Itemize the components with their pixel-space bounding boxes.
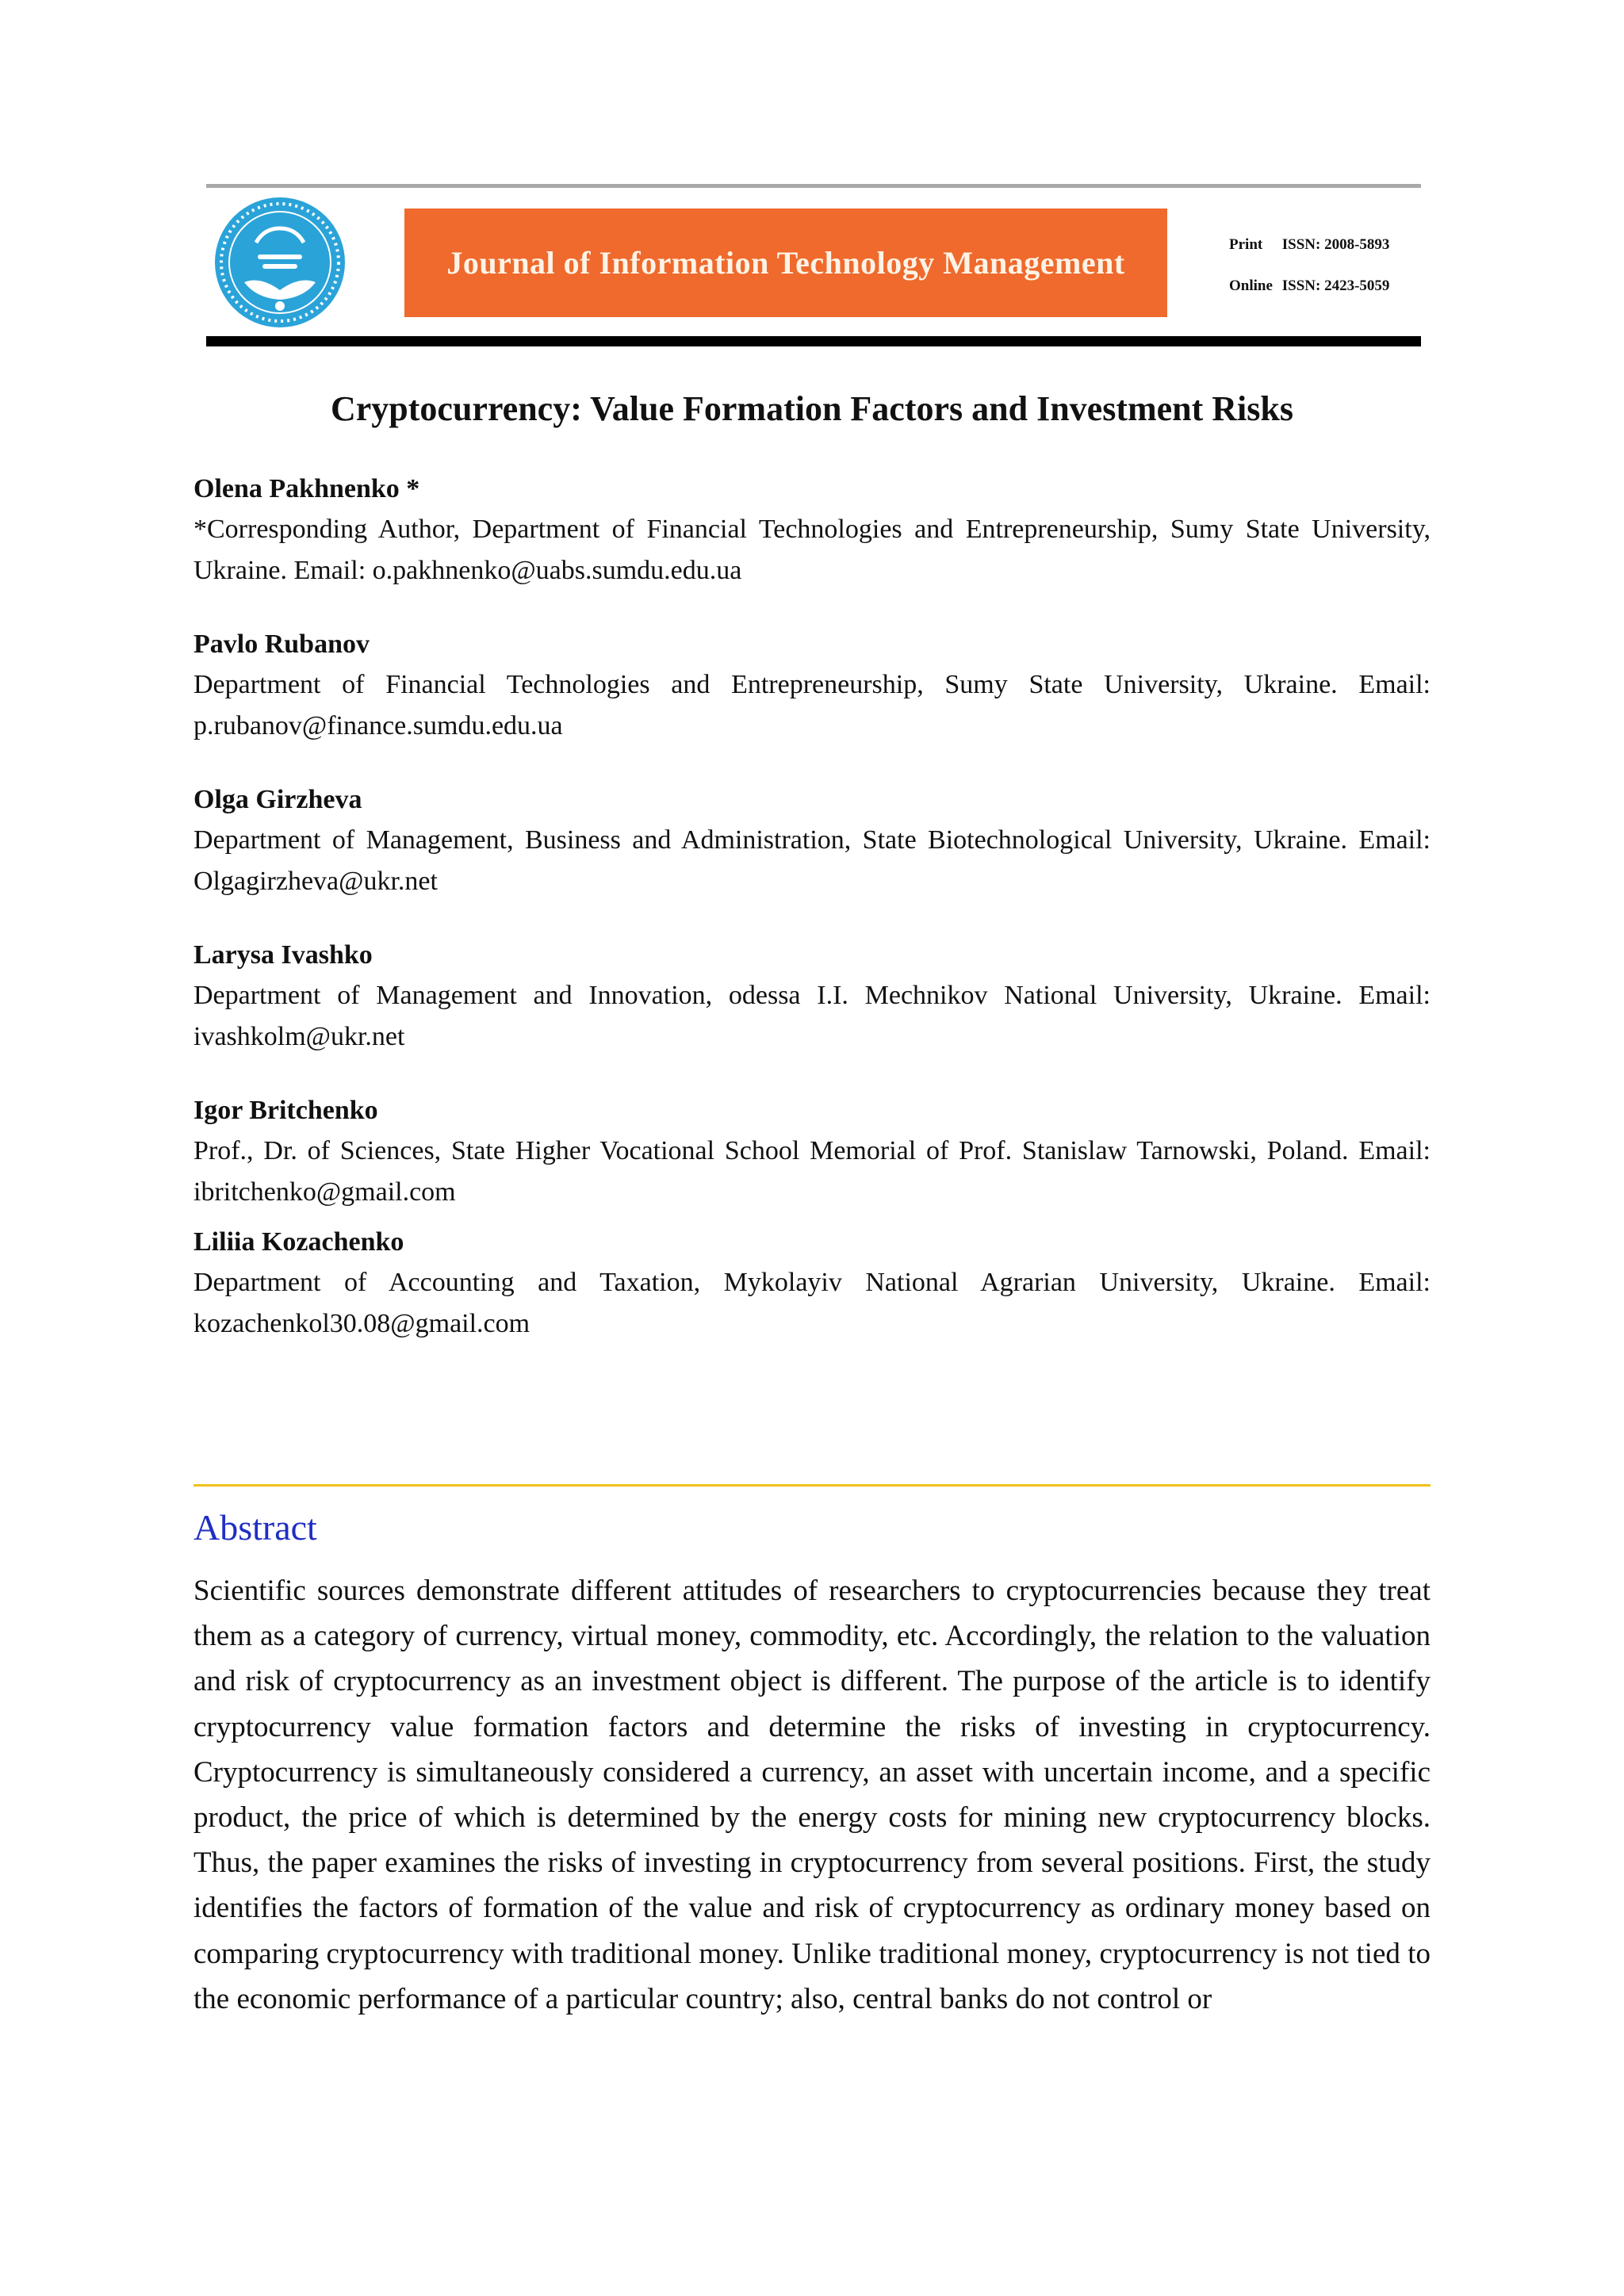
author-name: Olena Pakhnenko * xyxy=(193,474,420,503)
author-entry xyxy=(193,1223,1431,1345)
author-name: Larysa Ivashko xyxy=(193,940,373,970)
author-entry xyxy=(193,625,1431,747)
author-entry xyxy=(193,936,1431,1058)
author-entry xyxy=(193,780,1431,902)
author-affiliation: Department of Accounting and Taxation, Mykolayiv National Agrarian University, Ukraine. Email: kozachenkol30.08@gmail.com xyxy=(193,1268,1431,1338)
author-name: Pavlo Rubanov xyxy=(193,629,370,659)
author-list xyxy=(193,469,1431,1378)
section-divider xyxy=(193,1484,1431,1487)
header-bottom-rule xyxy=(206,336,1421,346)
print-issn xyxy=(1229,224,1389,266)
author-name: Olga Girzheva xyxy=(193,785,362,814)
header-top-rule xyxy=(206,184,1421,188)
author-affiliation: Department of Management and Innovation, odessa I.I. Mechnikov National University, Ukraine. Email: ivashkolm@ukr.net xyxy=(193,981,1431,1051)
print-label: Print xyxy=(1229,236,1263,253)
author-entry xyxy=(193,469,1431,591)
author-affiliation: *Corresponding Author, Department of Financial Technologies and Entrepreneurship, Sumy State University, Ukraine. Email: o.pakhnenko@uabs.sumdu.edu.ua xyxy=(193,515,1431,585)
issn-block xyxy=(1229,224,1389,307)
journal-title: Journal of Information Technology Management xyxy=(446,245,1125,281)
paper-title: Cryptocurrency: Value Formation Factors and Investment Risks xyxy=(330,389,1294,428)
author-entry xyxy=(193,1091,1431,1213)
author-name: Igor Britchenko xyxy=(193,1096,378,1125)
online-issn xyxy=(1229,266,1389,307)
author-affiliation: Department of Financial Technologies and Entrepreneurship, Sumy State University, Ukraine. Email: p.rubanov@finance.sumdu.edu.ua xyxy=(193,670,1431,740)
abstract-heading: Abstract xyxy=(193,1507,317,1548)
author-name: Liliia Kozachenko xyxy=(193,1227,404,1257)
author-affiliation: Prof., Dr. of Sciences, State Higher Vocational School Memorial of Prof. Stanislaw Tarnowski, Poland. Email: ibritchenko@gmail.com xyxy=(193,1136,1431,1207)
journal-banner xyxy=(404,209,1167,317)
author-affiliation: Department of Management, Business and Administration, State Biotechnological University, Ukraine. Email: Olgagirzheva@ukr.net xyxy=(193,825,1431,896)
print-issn-value: ISSN: 2008-5893 xyxy=(1281,236,1390,253)
university-of-tehran-seal-icon xyxy=(213,195,347,330)
online-label: Online xyxy=(1229,277,1273,294)
online-issn-value: ISSN: 2423-5059 xyxy=(1281,277,1390,294)
abstract-body: Scientific sources demonstrate different attitudes of researchers to cryptocurrencies because they treat them as a category of currency, virtual money, commodity, etc. Accordingly, the relation to the valuation and risk of cryptocurrency as an investment object is different. The purpose of the article is to identify cryptocurrency value formation factors and determine the risks of investing in cryptocurrency. Cryptocurrency is simultaneously considered a currency, an asset with uncertain income, and a specific product, the price of which is determined by the energy costs for mining new cryptocurrency blocks. Thus, the paper examines the risks of investing in cryptocurrency from several positions. First, the study identifies the factors of formation of the value and risk of cryptocurrency as ordinary money based on comparing cryptocurrency with traditional money. Unlike traditional money, cryptocurrency is not tied to the economic performance of a particular country; also, central banks do not control or xyxy=(193,1575,1431,2015)
